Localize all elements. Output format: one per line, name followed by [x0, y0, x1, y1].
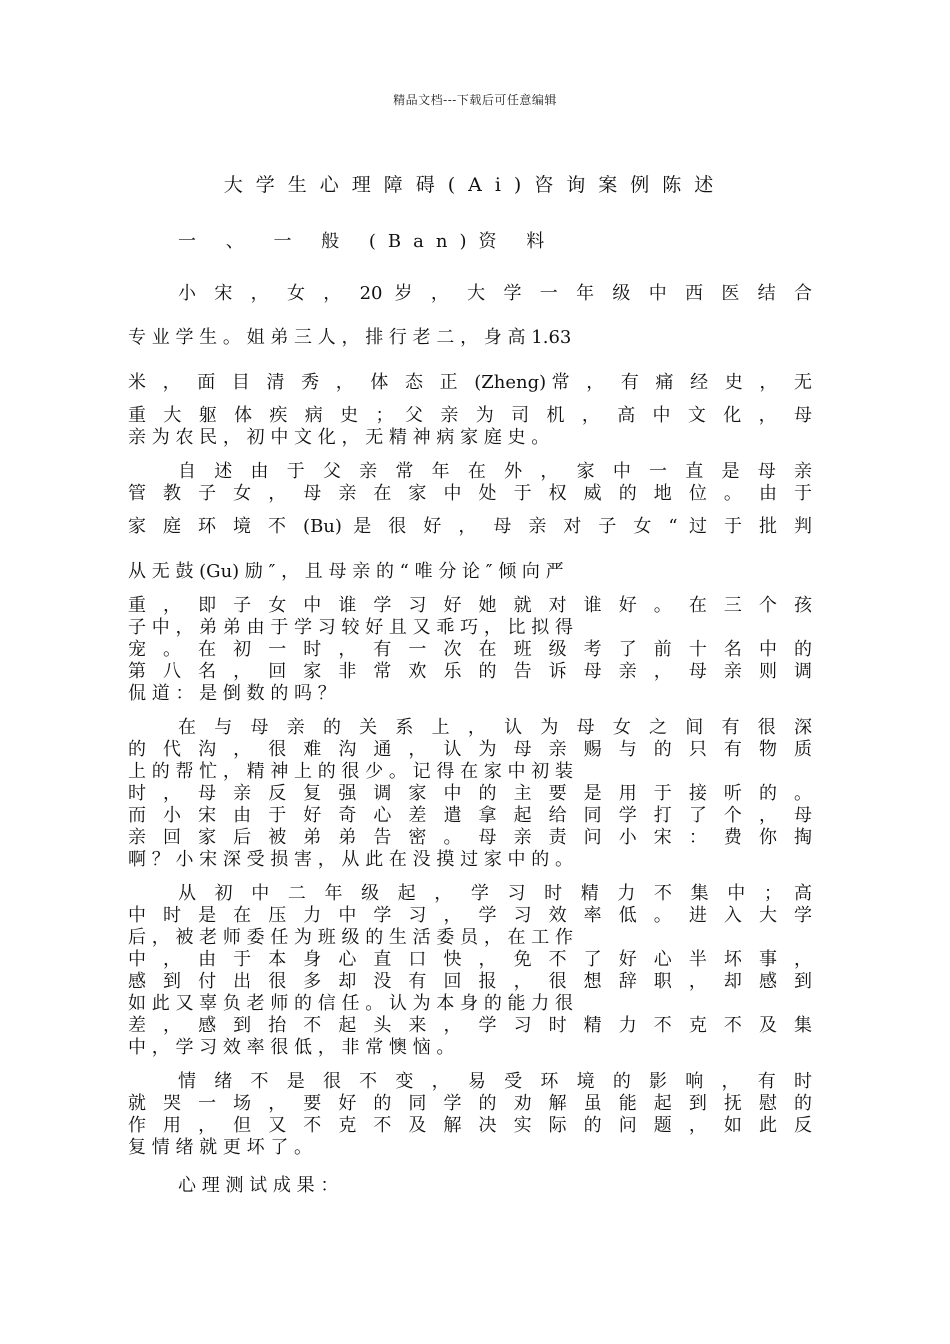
text-line: 从 初 中 二 年 级 起 ， 学 习 时 精 力 不 集 中 ； 高 [178, 883, 812, 904]
text-line: 而 小 宋 由 于 好 奇 心 差 遣 拿 起 给 同 学 打 了 个 ， 母 [128, 805, 812, 826]
page-header: 精品文档---下载后可任意编辑 [393, 93, 557, 107]
text-line: 管 教 子 女 ， 母 亲 在 家 中 处 于 权 威 的 地 位 。 由 于 [128, 483, 812, 504]
text-line: 作 用 ， 但 又 不 克 不 及 解 决 实 际 的 问 题 ， 如 此 反 [128, 1115, 812, 1136]
text-line: 中 时 是 在 压 力 中 学 习 ， 学 习 效 率 低 。 进 入 大 学 [128, 905, 812, 926]
text-line: 专 业 学 生 。 姐 弟 三 人 ， 排 行 老 二 ， 身 高 1.63 [128, 327, 572, 348]
text-line: 家 庭 环 境 不 (Bu) 是 很 好 ， 母 亲 对 子 女 “ 过 于 批 判 [128, 516, 812, 537]
text-line: 就 哭 一 场 ， 要 好 的 同 学 的 劝 解 虽 能 起 到 抚 慰 的 [128, 1093, 812, 1114]
text-line: 小 宋 ， 女 ， 20 岁 ， 大 学 一 年 级 中 西 医 结 合 [178, 283, 812, 304]
text-line: 从 无 鼓 (Gu) 励 ″ ， 且 母 亲 的 “ 唯 分 论 ″ 倾 向 严 [128, 561, 564, 582]
text-line: 亲 回 家 后 被 弟 弟 告 密 。 母 亲 责 问 小 宋 ： 费 你 掏 [128, 827, 812, 848]
text-line: 复 情 绪 就 更 坏 了 。 [128, 1137, 313, 1158]
text-line: 情 绪 不 是 很 不 变 ， 易 受 环 境 的 影 响 ， 有 时 [178, 1071, 812, 1092]
text-line: 啊 ？ 小 宋 深 受 损 害 ， 从 此 在 没 摸 过 家 中 的 。 [128, 849, 573, 870]
text-line: 中 ， 由 于 本 身 心 直 口 快 ， 免 不 了 好 心 半 坏 事 ， [128, 949, 812, 970]
text-line: 第 八 名 ， 回 家 非 常 欢 乐 的 告 诉 母 亲 ， 母 亲 则 调 [128, 661, 812, 682]
text-line: 子 中 ， 弟 弟 由 于 学 习 较 好 且 又 乖 巧 ， 比 拟 得 [128, 617, 573, 638]
text-line: 亲 为 农 民 ， 初 中 文 化 ， 无 精 神 病 家 庭 史 。 [128, 427, 550, 448]
text-line: 在 与 母 亲 的 关 系 上 ， 认 为 母 女 之 间 有 很 深 [178, 717, 812, 738]
text-line: 侃 道 ： 是 倒 数 的 吗 ？ [128, 683, 336, 704]
text-line: 宠 。 在 初 一 时 ， 有 一 次 在 班 级 考 了 前 十 名 中 的 [128, 639, 812, 660]
text-line: 的 代 沟 ， 很 难 沟 通 ， 认 为 母 亲 赐 与 的 只 有 物 质 [128, 739, 812, 760]
text-line: 中 ， 学 习 效 率 很 低 ， 非 常 懊 恼 。 [128, 1037, 455, 1058]
text-line: 如 此 又 辜 负 老 师 的 信 任 。 认 为 本 身 的 能 力 很 [128, 993, 573, 1014]
text-line: 后 ， 被 老 师 委 任 为 班 级 的 生 活 委 员 ， 在 工 作 [128, 927, 573, 948]
text-line: 上 的 帮 忙 ， 精 神 上 的 很 少 。 记 得 在 家 中 初 装 [128, 761, 573, 782]
document-title: 大学生心理障碍(Ai)咨询案例陈述 [223, 174, 727, 196]
text-line: 感 到 付 出 很 多 却 没 有 回 报 ， 很 想 辞 职 ， 却 感 到 [128, 971, 812, 992]
text-line: 重 大 躯 体 疾 病 史 ； 父 亲 为 司 机 ， 高 中 文 化 ， 母 [128, 405, 812, 426]
text-line: 时 ， 母 亲 反 复 强 调 家 中 的 主 要 是 用 于 接 听 的 。 [128, 783, 812, 804]
section-heading: 一 、 一 般 (Ban)资 料 [178, 231, 557, 252]
text-line: 心 理 测 试 成 果 ： [178, 1175, 339, 1196]
text-line: 重 ， 即 子 女 中 谁 学 习 好 她 就 对 谁 好 。 在 三 个 孩 [128, 595, 812, 616]
text-line: 米 ， 面 目 清 秀 ， 体 态 正 (Zheng)常 ， 有 痛 经 史 ， 无 [128, 372, 812, 393]
text-line: 差 ， 感 到 抬 不 起 头 来 ， 学 习 时 精 力 不 克 不 及 集 [128, 1015, 812, 1036]
text-line: 自 述 由 于 父 亲 常 年 在 外 ， 家 中 一 直 是 母 亲 [178, 461, 812, 482]
